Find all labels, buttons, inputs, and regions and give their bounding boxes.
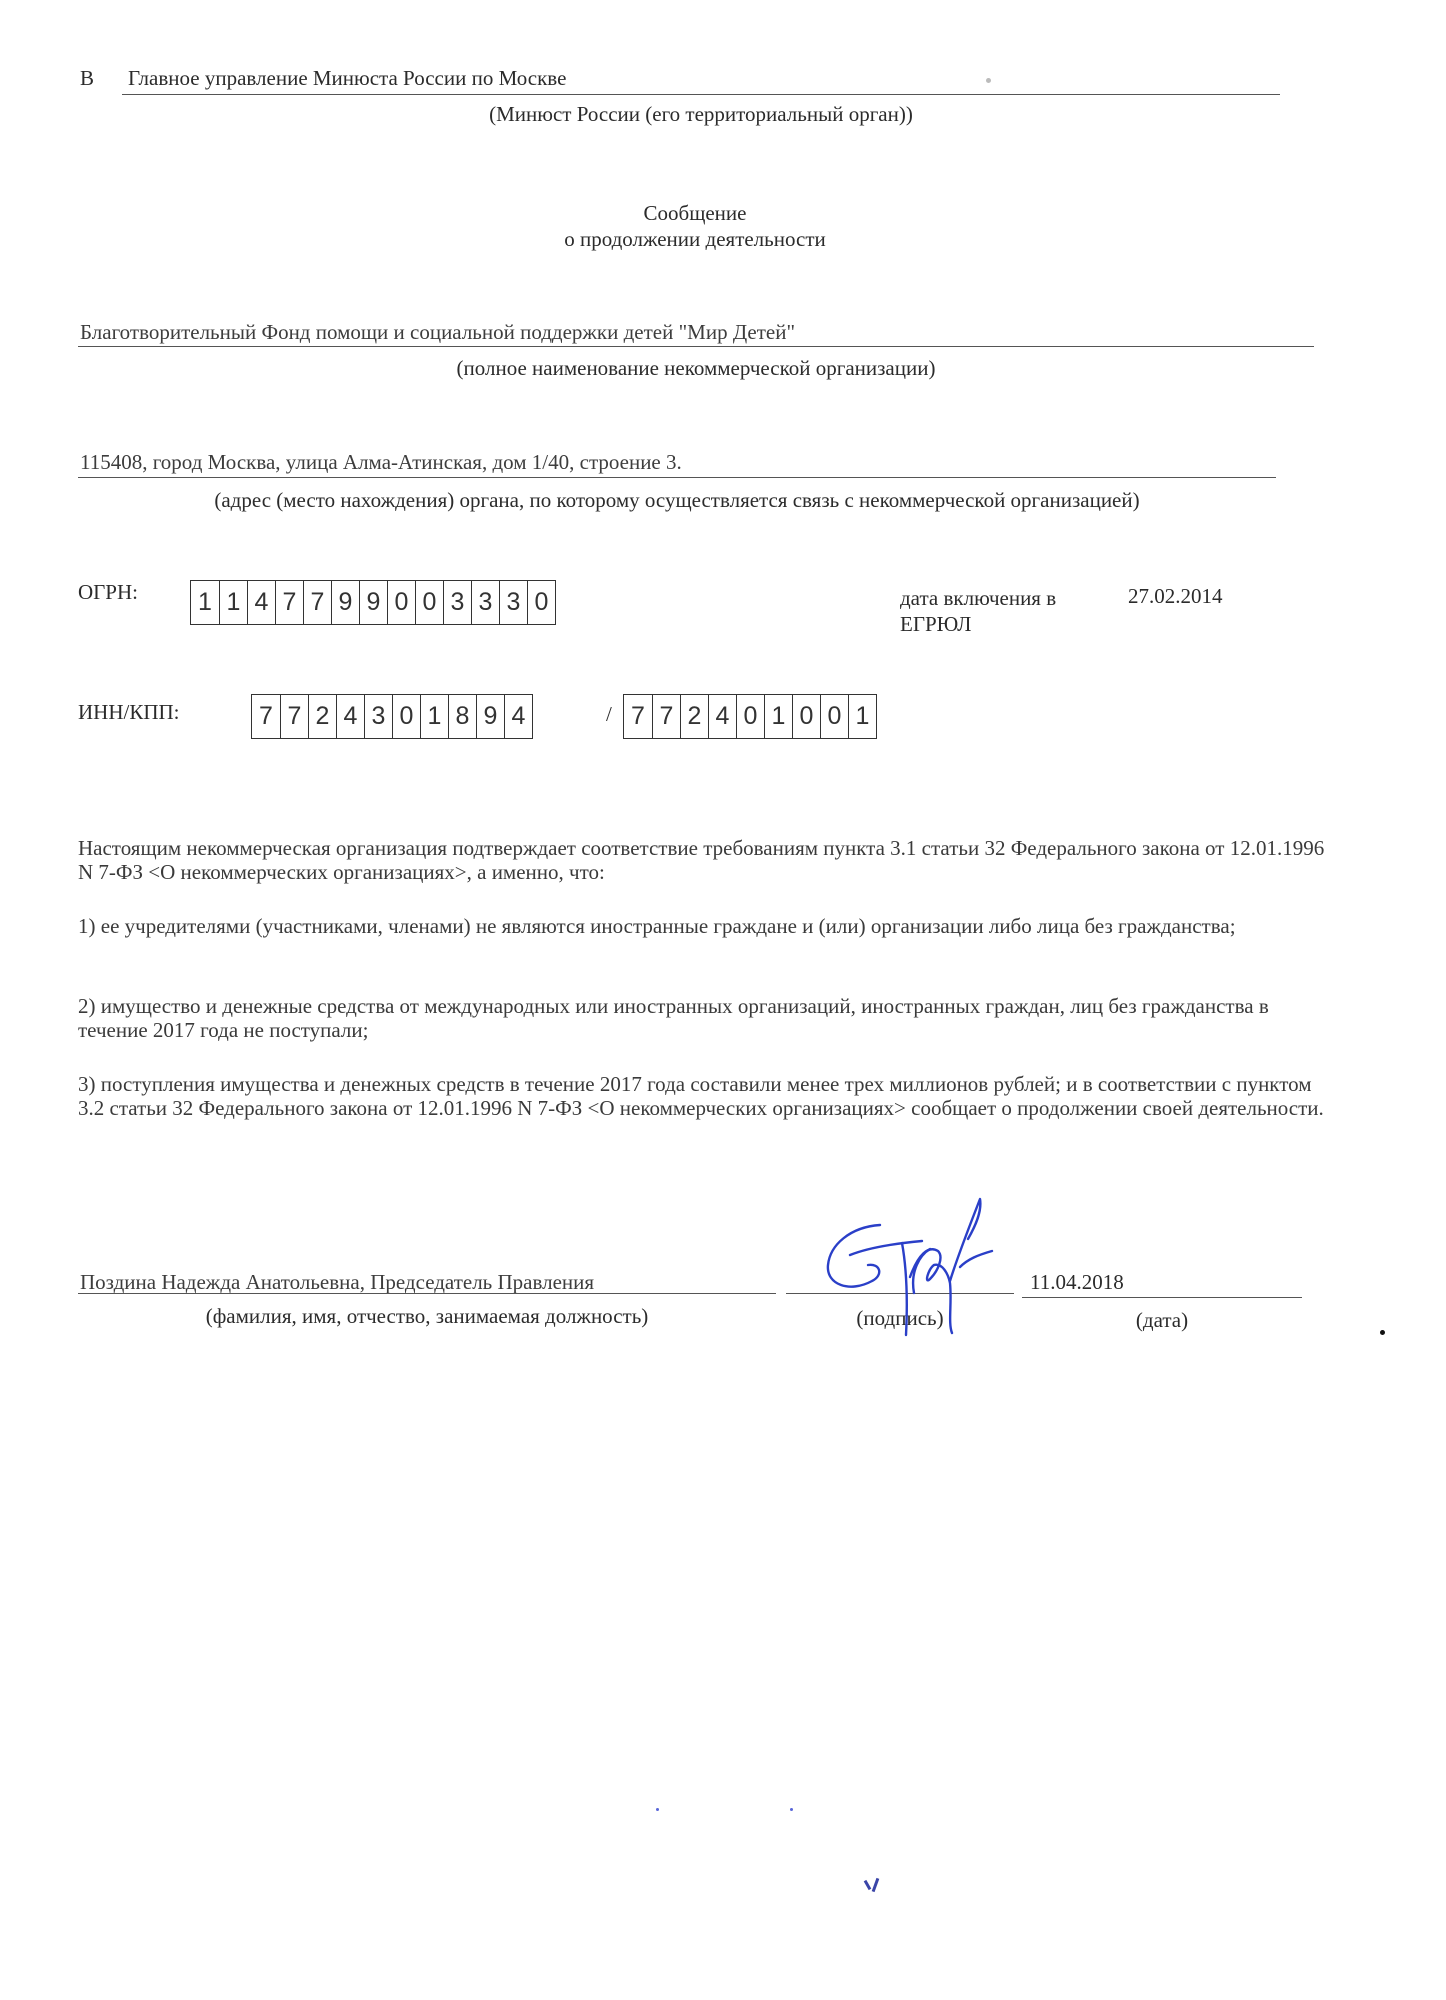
- document-subtitle: о продолжении деятельности: [564, 227, 826, 251]
- ogrn-digit: 0: [387, 581, 415, 624]
- inn-kpp-separator: /: [606, 702, 612, 726]
- date-caption: (дата): [1135, 1308, 1189, 1332]
- scan-speck: [986, 78, 991, 83]
- ogrn-digit: 3: [499, 581, 527, 624]
- ogrn-label: ОГРН:: [78, 580, 138, 604]
- organization-caption: (полное наименование некоммерческой организации): [456, 356, 936, 380]
- kpp-digit-boxes: [623, 694, 877, 739]
- kpp-digit: 1: [848, 695, 876, 738]
- egrul-label-line2: ЕГРЮЛ: [900, 612, 972, 636]
- signer-caption: (фамилия, имя, отчество, занимаемая должность): [205, 1304, 649, 1328]
- body-intro: Настоящим некоммерческая организация подтверждает соответствие требованиям пункта 3.1 статьи 32 Федерального закона от 12.01.1996 N 7-ФЗ <О некоммерческих организациях>, а именно, что:: [78, 836, 1325, 884]
- scan-speck: [872, 1878, 880, 1892]
- address-underline: [78, 477, 1276, 478]
- authority-name: Главное управление Минюста России по Москве: [128, 66, 567, 90]
- ogrn-digit: 3: [471, 581, 499, 624]
- organization-underline: [78, 346, 1314, 347]
- handwritten-signature: [810, 1185, 1030, 1345]
- signature-date: 11.04.2018: [1030, 1270, 1124, 1294]
- kpp-digit: 0: [792, 695, 820, 738]
- inn-digit: 4: [336, 695, 364, 738]
- kpp-digit: 0: [736, 695, 764, 738]
- inn-digit-boxes: [251, 694, 533, 739]
- scan-speck: [1380, 1330, 1385, 1335]
- ogrn-digit: 9: [331, 581, 359, 624]
- ogrn-digit: 1: [219, 581, 247, 624]
- inn-digit: 4: [504, 695, 532, 738]
- kpp-digit: 4: [708, 695, 736, 738]
- ogrn-digit: 3: [443, 581, 471, 624]
- inn-digit: 0: [392, 695, 420, 738]
- scan-speck: [790, 1808, 793, 1811]
- body-item-1: 1) ее учредителями (участниками, членами) не являются иностранные граждане и (или) организации либо лица без гражданства;: [78, 914, 1236, 938]
- authority-underline: [122, 94, 1280, 95]
- body-item-3: 3) поступления имущества и денежных средств в течение 2017 года составили менее трех миллионов рублей; и в соответствии с пунктом 3.2 статьи 32 Федерального закона от 12.01.1996 N 7-ФЗ <О некоммерческих организациях> сообщает о продолжении своей деятельности.: [78, 1072, 1324, 1120]
- kpp-digit: 0: [820, 695, 848, 738]
- inn-digit: 8: [448, 695, 476, 738]
- ogrn-digit: 0: [415, 581, 443, 624]
- organization-name: Благотворительный Фонд помощи и социальной поддержки детей "Мир Детей": [80, 320, 796, 344]
- date-underline: [1022, 1297, 1302, 1298]
- header-prefix: В: [80, 66, 95, 90]
- inn-digit: 7: [280, 695, 308, 738]
- ogrn-digit: 0: [527, 581, 555, 624]
- kpp-digit: 7: [631, 702, 645, 730]
- egrul-date: 27.02.2014: [1128, 584, 1223, 608]
- document-title: Сообщение: [643, 201, 747, 225]
- inn-digit: 1: [420, 695, 448, 738]
- organization-address: 115408, город Москва, улица Алма-Атинская, дом 1/40, строение 3.: [80, 450, 682, 474]
- kpp-digit: 1: [764, 695, 792, 738]
- inn-kpp-label: ИНН/КПП:: [78, 700, 180, 724]
- ogrn-digit: 4: [247, 581, 275, 624]
- signer-underline: [78, 1293, 776, 1294]
- scan-speck: [656, 1808, 659, 1811]
- ogrn-digit: 9: [359, 581, 387, 624]
- inn-digit: 9: [476, 695, 504, 738]
- signer-name-position: Поздина Надежда Анатольевна, Председатель Правления: [80, 1270, 595, 1294]
- kpp-digit: 2: [680, 695, 708, 738]
- egrul-label-line1: дата включения в: [900, 586, 1057, 610]
- ogrn-digit: 1: [198, 588, 212, 616]
- scan-speck: [864, 1880, 872, 1890]
- authority-caption: (Минюст России (его территориальный орган)): [489, 102, 913, 126]
- inn-digit: 2: [308, 695, 336, 738]
- ogrn-digit: 7: [303, 581, 331, 624]
- inn-digit: 3: [364, 695, 392, 738]
- address-caption: (адрес (место нахождения) органа, по которому осуществляется связь с некоммерческой организацией): [214, 488, 1140, 512]
- body-item-2: 2) имущество и денежные средства от международных или иностранных организаций, иностранных граждан, лиц без гражданства в течение 2017 года не поступали;: [78, 994, 1269, 1042]
- signature-caption: (подпись): [856, 1306, 944, 1330]
- kpp-digit: 7: [652, 695, 680, 738]
- inn-digit: 7: [259, 702, 273, 730]
- ogrn-digit-boxes: [190, 580, 556, 625]
- ogrn-digit: 7: [275, 581, 303, 624]
